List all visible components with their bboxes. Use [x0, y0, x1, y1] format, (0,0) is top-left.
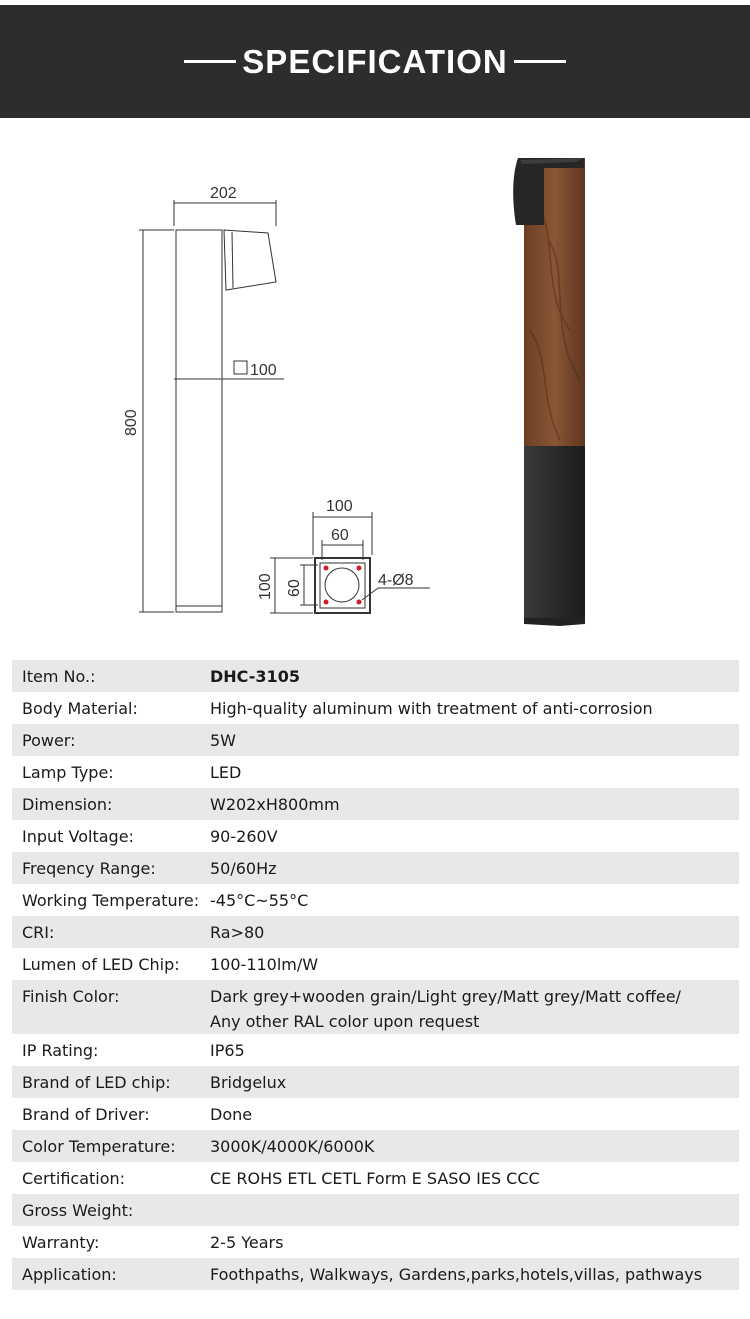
spec-row	[12, 756, 739, 788]
spec-value: IP65	[210, 1041, 245, 1060]
hole-mark	[324, 600, 329, 605]
spec-row	[12, 1194, 739, 1226]
specification-table	[12, 660, 739, 1290]
sec-dim-inner-v-label: 60	[286, 579, 303, 597]
spec-value: Ra>80	[210, 923, 265, 942]
dim-square-label: 100	[250, 362, 277, 379]
spec-label: Power:	[22, 731, 76, 750]
spec-label: Lamp Type:	[22, 763, 114, 782]
spec-value: 90-260V	[210, 827, 278, 846]
post-dark-section	[524, 446, 585, 622]
spec-label: Dimension:	[22, 795, 113, 814]
product-render	[513, 158, 585, 626]
spec-row	[12, 1034, 739, 1066]
spec-value: CE ROHS ETL CETL Form E SASO IES CCC	[210, 1169, 540, 1188]
hole-mark	[324, 566, 329, 571]
section-circle	[325, 568, 359, 602]
spec-label: Finish Color:	[22, 987, 120, 1006]
spec-label: Working Temperature:	[22, 891, 200, 910]
spec-row	[12, 1162, 739, 1194]
spec-value: Bridgelux	[210, 1073, 287, 1092]
spec-value	[200, 980, 739, 1034]
sec-dim-inner-label: 60	[331, 527, 349, 544]
sec-dim-outer-v-label: 100	[257, 573, 274, 600]
spec-label: Brand of Driver:	[22, 1105, 150, 1124]
spec-label: Item No.:	[22, 667, 96, 686]
spec-value: Foothpaths, Walkways, Gardens,parks,hotels,villas, pathways	[210, 1265, 703, 1284]
spec-value-line: Any other RAL color upon request	[210, 1012, 480, 1031]
spec-label: Certification:	[22, 1169, 126, 1188]
spec-label: Application:	[22, 1265, 117, 1284]
post-base	[524, 618, 585, 626]
spec-label: Warranty:	[22, 1233, 100, 1252]
spec-row	[12, 980, 739, 1034]
spec-label: Gross Weight:	[22, 1201, 134, 1220]
title-rule-right	[514, 60, 566, 63]
spec-value: 2-5 Years	[210, 1233, 284, 1252]
spec-row	[12, 916, 739, 948]
spec-row	[12, 692, 739, 724]
hole-mark	[357, 600, 362, 605]
spec-row	[12, 1258, 739, 1290]
spec-row	[12, 1066, 739, 1098]
spec-label: Color Temperature:	[22, 1137, 176, 1156]
section-outer	[315, 558, 370, 613]
spec-value: Done	[210, 1105, 253, 1124]
lamp-head-seam	[232, 232, 233, 288]
spec-label: Input Voltage:	[22, 827, 134, 846]
spec-row	[12, 1098, 739, 1130]
spec-value: DHC-3105	[210, 667, 300, 686]
spec-label: Lumen of LED Chip:	[22, 955, 180, 974]
dim-width-label: 202	[210, 185, 237, 202]
post-outline	[176, 230, 222, 612]
spec-row	[12, 788, 739, 820]
square-symbol	[234, 361, 247, 374]
page-title	[0, 5, 750, 118]
spec-value	[200, 1194, 739, 1226]
sec-dim-outer-label: 100	[326, 498, 353, 515]
side-view-drawing	[139, 200, 284, 612]
spec-value: 50/60Hz	[210, 859, 277, 878]
spec-row	[12, 724, 739, 756]
spec-label: Brand of LED chip:	[22, 1073, 171, 1092]
spec-value-line: Dark grey+wooden grain/Light grey/Matt grey/Matt coffee/	[210, 987, 681, 1006]
title-rule-left	[184, 60, 236, 63]
spec-value: W202xH800mm	[210, 795, 340, 814]
spec-value: 100-110lm/W	[210, 955, 319, 974]
spec-row	[12, 660, 739, 692]
header-banner	[0, 5, 750, 118]
spec-value: 5W	[210, 731, 236, 750]
spec-row	[12, 852, 739, 884]
holes-label: 4-Ø8	[378, 572, 414, 589]
mounting-holes	[324, 566, 362, 605]
spec-label: Body Material:	[22, 699, 138, 718]
spec-value: -45°C~55°C	[210, 891, 309, 910]
spec-row	[12, 820, 739, 852]
spec-label: CRI:	[22, 923, 55, 942]
product-drawing	[0, 120, 750, 655]
dim-height-label: 800	[123, 409, 140, 436]
spec-value: High-quality aluminum with treatment of anti-corrosion	[210, 699, 653, 718]
page-title-text: SPECIFICATION	[242, 42, 508, 80]
spec-value: LED	[210, 763, 242, 782]
spec-label: IP Rating:	[22, 1041, 99, 1060]
spec-row	[12, 1226, 739, 1258]
spec-label: Freqency Range:	[22, 859, 156, 878]
spec-row	[12, 884, 739, 916]
hole-mark	[357, 566, 362, 571]
spec-row	[12, 948, 739, 980]
spec-row	[12, 1130, 739, 1162]
spec-value: 3000K/4000K/6000K	[210, 1137, 375, 1156]
